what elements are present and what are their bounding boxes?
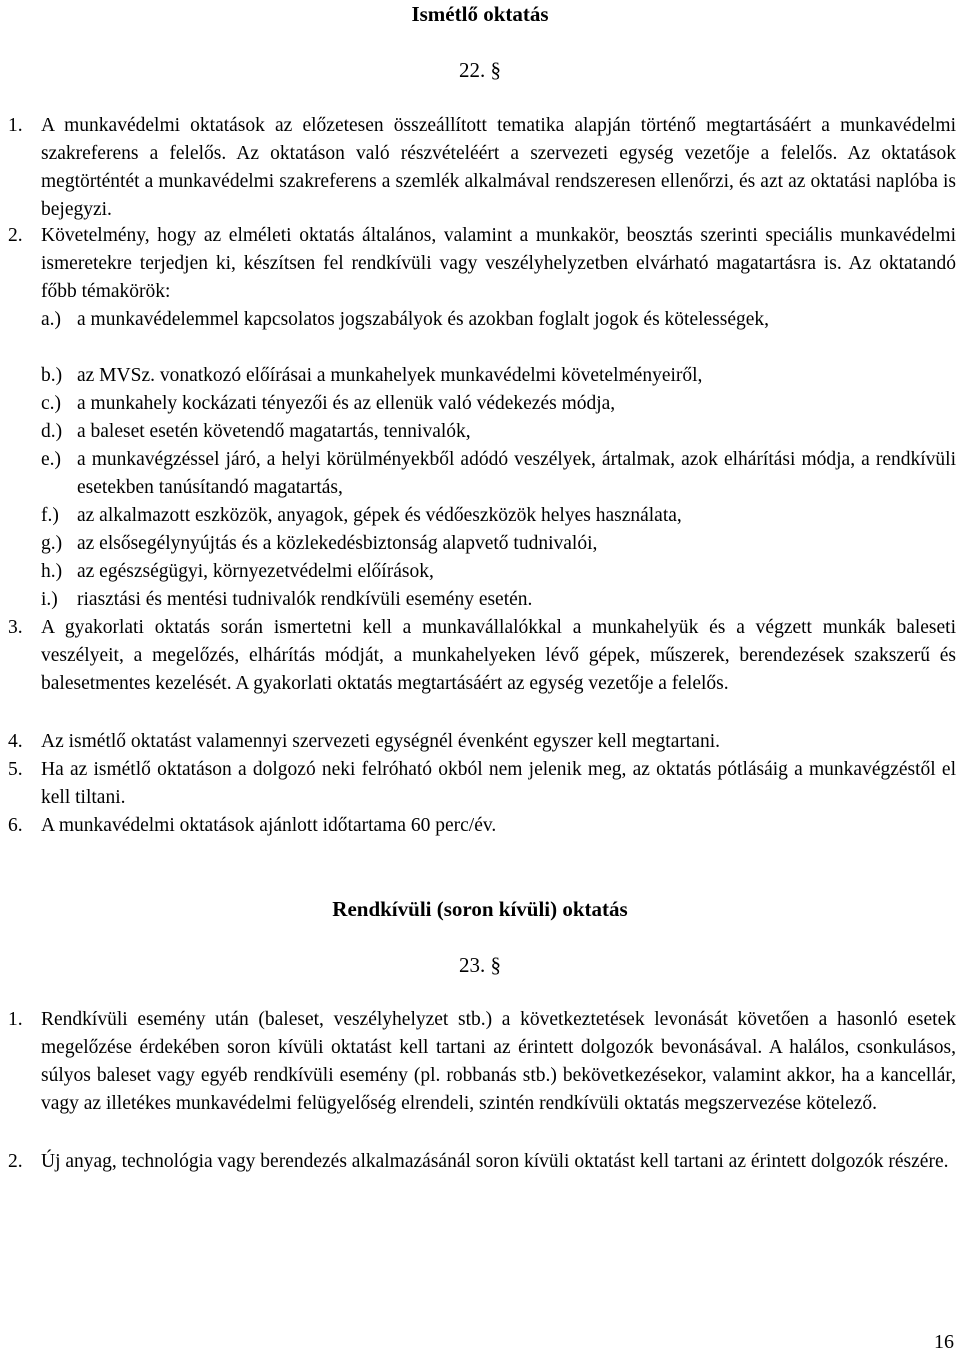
topic-item bbox=[41, 362, 956, 390]
topic-letter: i.) bbox=[41, 589, 58, 610]
list-item bbox=[8, 112, 956, 224]
item-number: 1. bbox=[8, 115, 23, 136]
item-text: Az ismétlő oktatást valamennyi szervezeti egységnél évenként egyszer kell megtartani. bbox=[41, 731, 720, 752]
item-text: Rendkívüli esemény után (baleset, veszélyhelyzet stb.) a következtetések levonását követően a hasonló esetek megelőzése érdekében soron kívüli oktatást kell tartani az érintett dolgozók bevonásával. A halálos, csonkulásos, súlyos baleset vagy egyéb rendkívüli esemény (pl. robbanás stb.) bekövetkezésekor, valamint akkor, ha a kancellár, vagy az illetékes munkavédelmi felügyelőség elrendeli, szintén rendkívüli oktatás megszervezése kötelező. bbox=[41, 1009, 956, 1114]
topic-letter: h.) bbox=[41, 561, 63, 582]
list-item bbox=[8, 756, 956, 812]
topic-text: a baleset esetén követendő magatartás, tennivalók, bbox=[77, 421, 471, 442]
topic-letter: b.) bbox=[41, 365, 63, 386]
list-item bbox=[8, 728, 956, 756]
topic-letter: a.) bbox=[41, 309, 62, 330]
topic-item bbox=[41, 418, 956, 446]
topic-letter: f.) bbox=[41, 505, 59, 526]
item-number: 6. bbox=[8, 815, 23, 836]
item-number: 4. bbox=[8, 731, 23, 752]
paragraph-number-22: 22. § bbox=[459, 58, 501, 82]
topic-text: az elsősegélynyújtás és a közlekedésbiztonság alapvető tudnivalói, bbox=[77, 533, 598, 554]
list-item bbox=[8, 1006, 956, 1118]
topic-letter: e.) bbox=[41, 449, 62, 470]
topic-item bbox=[41, 558, 956, 586]
item-number: 5. bbox=[8, 759, 23, 780]
topic-letter: g.) bbox=[41, 533, 63, 554]
list-item bbox=[8, 812, 956, 840]
topic-text: a munkahely kockázati tényezői és az ellenük való védekezés módja, bbox=[77, 393, 616, 414]
topic-item bbox=[41, 586, 956, 614]
list-item bbox=[8, 222, 956, 306]
topic-text: a munkavédelemmel kapcsolatos jogszabályok és azokban foglalt jogok és kötelességek, bbox=[77, 309, 770, 330]
topic-text: riasztási és mentési tudnivalók rendkívüli esemény esetén. bbox=[77, 589, 533, 610]
section-title-rendkivuli-oktatas: Rendkívüli (soron kívüli) oktatás bbox=[332, 897, 628, 921]
item-text: A munkavédelmi oktatások ajánlott időtartama 60 perc/év. bbox=[41, 815, 497, 836]
item-text: Követelmény, hogy az elméleti oktatás általános, valamint a munkakör, beosztás szerinti speciális munkavédelmi ismeretekre terjedjen ki, készítsen fel rendkívüli vagy veszélyhelyzetben elvárható magatartásra is. Az oktatandó főbb témakörök: bbox=[41, 225, 956, 302]
item-number: 2. bbox=[8, 1151, 23, 1172]
topic-item bbox=[41, 446, 956, 502]
list-item bbox=[8, 614, 956, 698]
topic-text: a munkavégzéssel járó, a helyi körülményekből adódó veszélyek, ártalmak, azok elhárítási módja, a rendkívüli esetekben tanúsítandó magatartás, bbox=[77, 449, 956, 498]
topic-text: az alkalmazott eszközök, anyagok, gépek és védőeszközök helyes használata, bbox=[77, 505, 682, 526]
topic-letter: c.) bbox=[41, 393, 62, 414]
item-text: Új anyag, technológia vagy berendezés alkalmazásánál soron kívüli oktatást kell tartani az érintett dolgozók részére. bbox=[41, 1151, 949, 1172]
list-item bbox=[8, 1148, 956, 1176]
topic-text: az egészségügyi, környezetvédelmi előírások, bbox=[77, 561, 434, 582]
topic-item bbox=[41, 530, 956, 558]
section-title-ismetlo-oktatas: Ismétlő oktatás bbox=[411, 2, 549, 26]
page-number: 16 bbox=[934, 1331, 954, 1353]
topic-text: az MVSz. vonatkozó előírásai a munkahelyek munkavédelmi követelményeiről, bbox=[77, 365, 703, 386]
item-number: 1. bbox=[8, 1009, 23, 1030]
topic-letter: d.) bbox=[41, 421, 63, 442]
item-text: A gyakorlati oktatás során ismertetni kell a munkavállalókkal a munkahelyük és a végzett munkák baleseti veszélyeit, a megelőzés, elhárítás módját, a munkahelyeken lévő gépek, műszerek, berendezések szakszerű és balesetmentes kezelését. A gyakorlati oktatás megtartásáért az egység vezetője a felelős. bbox=[41, 617, 956, 694]
item-number: 3. bbox=[8, 617, 23, 638]
paragraph-number-23: 23. § bbox=[459, 953, 501, 977]
topic-item bbox=[41, 306, 956, 334]
topic-item bbox=[41, 502, 956, 530]
item-number: 2. bbox=[8, 225, 23, 246]
topic-item bbox=[41, 390, 956, 418]
item-text: Ha az ismétlő oktatáson a dolgozó neki felróható okból nem jelenik meg, az oktatás pótlásáig a munkavégzéstől el kell tiltani. bbox=[41, 759, 956, 808]
item-text: A munkavédelmi oktatások az előzetesen összeállított tematika alapján történő megtartásáért a munkavédelmi szakreferens a felelős. Az oktatáson való részvételéért a szervezeti egység vezetője a felelős. Az oktatások megtörténtét a munkavédelmi szakreferens a szemlék alkalmával rendszeresen ellenőrzi, és azt az oktatási naplóba is bejegyzi. bbox=[41, 115, 956, 220]
